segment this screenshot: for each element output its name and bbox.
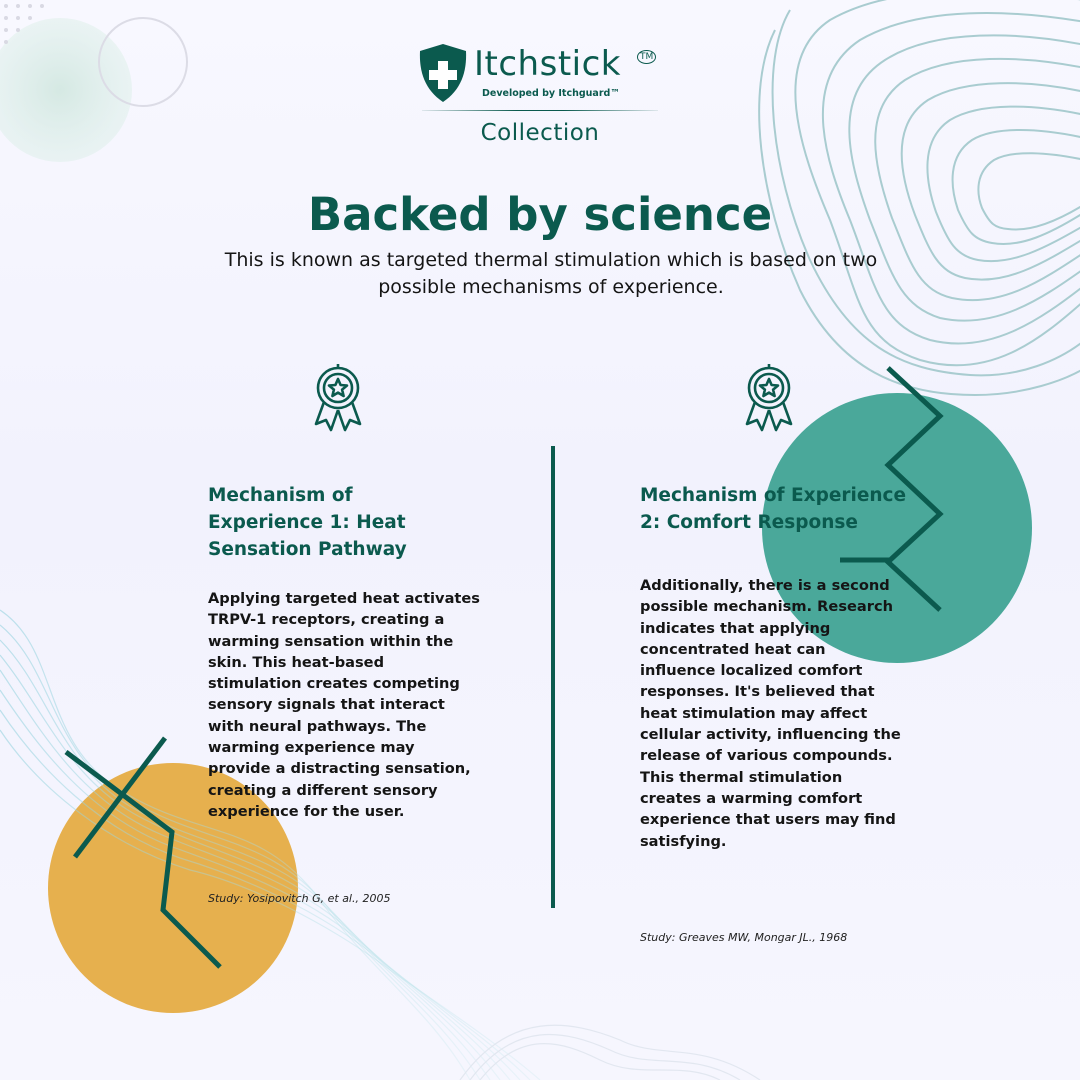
soft-blob-top-left	[0, 18, 132, 162]
column-divider	[551, 446, 555, 908]
intro-text: This is known as targeted thermal stimulation which is based on two possible mechanisms of experience.	[224, 249, 878, 298]
mechanism-2-study: Study: Greaves MW, Mongar JL., 1968	[640, 931, 848, 944]
mechanism-1-study: Study: Yosipovitch G, et al., 2005	[208, 892, 391, 905]
mechanism-1-title: Mechanism of Experience 1: Heat Sensation Pathway	[208, 485, 407, 560]
mechanism-1-body: Applying targeted heat activates TRPV-1 receptors, creating a warming sensation within the skin. This heat-based stimulation creates competing sensory signals that interact with neural pathways. The warming experience may provide a distracting sensation, creating a different sensory experience for the user.	[208, 590, 480, 820]
award-ribbon-icon	[741, 364, 797, 432]
brand-logo	[380, 38, 700, 158]
mechanism-2-body: Additionally, there is a second possible mechanism. Research indicates that applying concentrated heat can influence localized comfort responses. It's believed that heat stimulation may affect cellular activity, influencing the release of various compounds. This thermal stimulation creates a warming comfort experience that users may find satisfying.	[640, 577, 901, 850]
brand-tagline: Developed by Itchguard™	[482, 88, 620, 99]
page-headline: Backed by science	[307, 188, 773, 241]
mechanism-2-title: Mechanism of Experience 2: Comfort Response	[640, 485, 907, 533]
shield-cross-icon	[416, 42, 470, 104]
trademark-badge: TM	[637, 50, 656, 64]
smoke-waves-bottom-center	[460, 1025, 760, 1080]
collection-label: Collection	[480, 120, 600, 146]
brand-divider	[422, 110, 658, 111]
award-ribbon-icon	[310, 364, 366, 432]
brand-name: Itchstick	[474, 44, 621, 84]
